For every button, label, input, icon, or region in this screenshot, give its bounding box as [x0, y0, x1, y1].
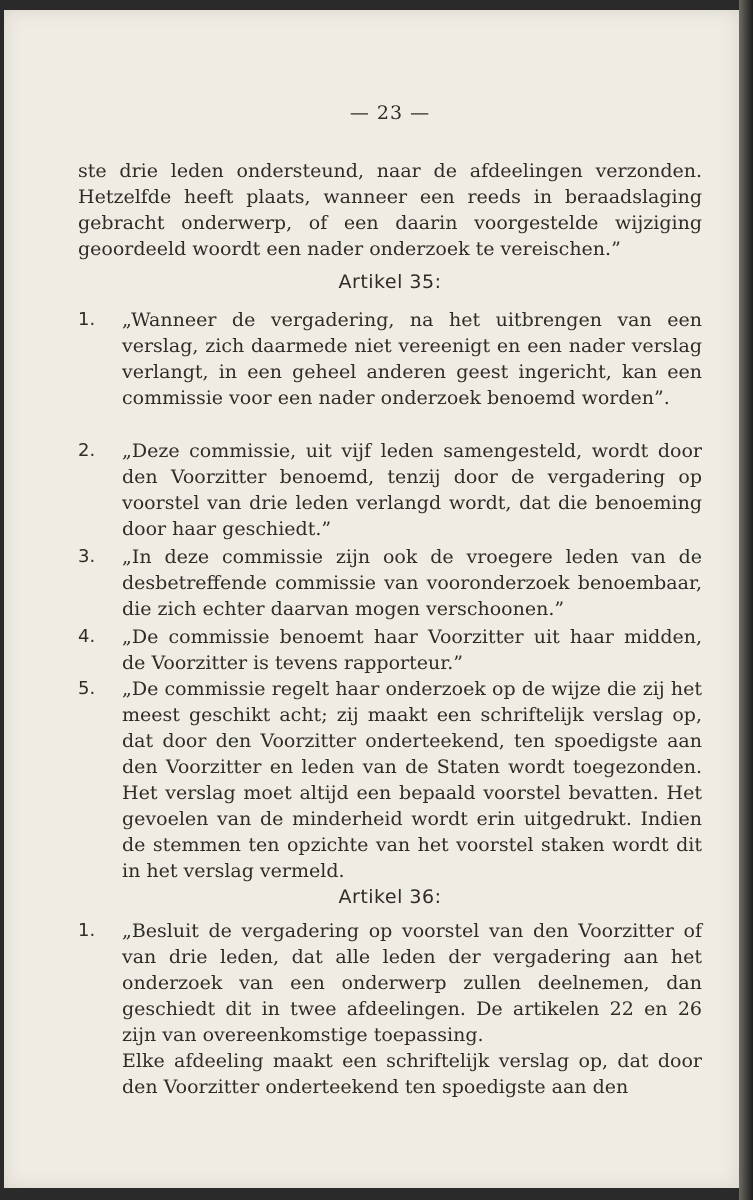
- item-text: „Deze commissie, uit vijf leden samengesteld, wordt door den Voorzitter benoemd, tenzij door de vergadering op voorstel van drie leden verlangd wordt, dat die benoeming door haar geschiedt.”: [122, 440, 702, 540]
- item-number: 4.: [78, 626, 96, 647]
- item-number: 3.: [78, 546, 96, 567]
- item-number: 5.: [78, 678, 96, 699]
- article-35-heading: Artikel 35:: [338, 271, 442, 293]
- document-page: [4, 10, 739, 1188]
- article-36-continuation: Elke afdeeling maakt een schriftelijk verslag op, dat door den Voorzitter onderteekend ten spoedigste aan den: [122, 1050, 702, 1098]
- continuation-paragraph: ste drie leden ondersteund, naar de afdeelingen verzonden. Hetzelfde heeft plaats, wanneer een reeds in beraadslaging gebracht onderwerp, of een daarin voorgestelde wijziging geoordeeld woordt een nader onderzoek te vereischen.”: [78, 160, 702, 260]
- item-number: 1.: [78, 309, 96, 330]
- book-edge-shadow: [739, 0, 753, 1200]
- page-number: — 23 —: [349, 102, 431, 124]
- item-text: „In deze commissie zijn ook de vroegere leden van de desbetreffende commissie van vooronderzoek benoembaar, die zich echter daarvan mogen verschoonen.”: [122, 546, 702, 620]
- article-36-heading: Artikel 36:: [338, 886, 442, 908]
- item-text: „De commissie benoemt haar Voorzitter uit haar midden, de Voorzitter is tevens rapporteur.”: [122, 626, 702, 674]
- item-text: „Wanneer de vergadering, na het uitbrengen van een verslag, zich daarmede niet vereenigt en een nader verslag verlangt, in een geheel anderen geest ingericht, kan een commissie voor een nader onderzoek benoemd worden”.: [122, 309, 702, 409]
- item-text: „De commissie regelt haar onderzoek op de wijze die zij het meest geschikt acht; zij maakt een schriftelijk verslag op, dat door den Voorzitter onderteekend, ten spoedigste aan den Voorzitter en leden van de Staten wordt toegezonden. Het verslag moet altijd een bepaald voorstel bevatten. Het gevoelen van de minderheid wordt erin uitgedrukt. Indien de stemmen ten opzichte van het voorstel staken wordt dit in het verslag vermeld.: [122, 678, 702, 882]
- item-number: 2.: [78, 440, 96, 461]
- item-text: „Besluit de vergadering op voorstel van den Voorzitter of van drie leden, dat alle leden der vergadering aan het onderzoek van een onderwerp zullen deelnemen, dan geschiedt dit in twee afdeelingen. De artikelen 22 en 26 zijn van overeenkomstige toepassing.: [122, 920, 702, 1046]
- item-number: 1.: [78, 920, 96, 941]
